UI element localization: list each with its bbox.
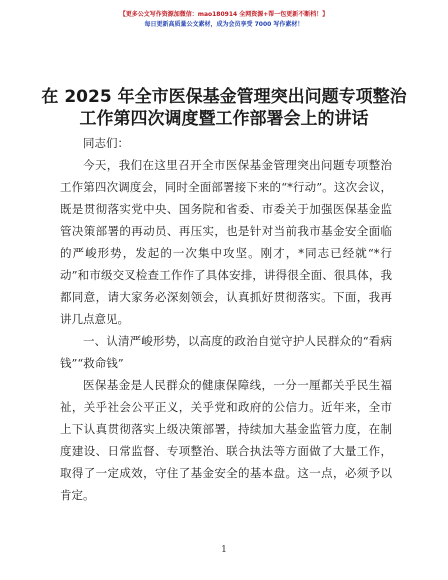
document-body: [60, 132, 392, 506]
paragraph-section-1: 医保基金是人民群众的健康保障线，一分一厘都关乎民生福祉，关乎社会公平正义，关乎党和政府的公信力。近年来，全市上下认真贯彻落实上级决策部署，持续加大基金监管力度，在制度建设、日常监督、专项整治、联合执法等方面做了大量工作，取得了一定成效，守住了基金安全的基本盘。这一点，必须予以肯定。: [60, 378, 392, 502]
promo-banner: [0, 10, 448, 30]
document-title-line-1: 在 2025 年全市医保基金管理突出问题专项整治: [41, 87, 407, 107]
document-title-line-2: 工作第四次调度暨工作部署会上的讲话: [79, 109, 369, 129]
promo-banner-line-1: 【更多公文写作资源加微信：mao180914 全网资源+帮一包更新不断档！】: [119, 11, 329, 18]
section-heading-1: 一、认清严峻形势，以高度的政治自觉守护人民群众的“看病钱”“救命钱”: [60, 334, 392, 370]
page-number: 1: [221, 545, 227, 555]
promo-banner-line-2: 每日更新高质量公文素材，成为会员享受 7000 写作素材！: [144, 21, 304, 28]
document-title: [40, 86, 408, 130]
salutation: 同志们：: [83, 136, 129, 150]
paragraph-opening: 今天，我们在这里召开全市医保基金管理突出问题专项整治工作第四次调度会，同时全面部署接下来的“*行动”。这次会议，既是贯彻落实党中央、国务院和省委、市委关于加强医保基金监管决策部署的再动员、再压实，也是针对当前我市基金安全面临的严峻形势，发起的一次集中攻坚。刚才，*同志已经就“*行动”和市级交叉检查工作作了具体安排，讲得很全面、很具体，我都同意，请大家务必深刻领会，认真抓好贯彻落实。下面，我再讲几点意见。: [60, 158, 392, 326]
